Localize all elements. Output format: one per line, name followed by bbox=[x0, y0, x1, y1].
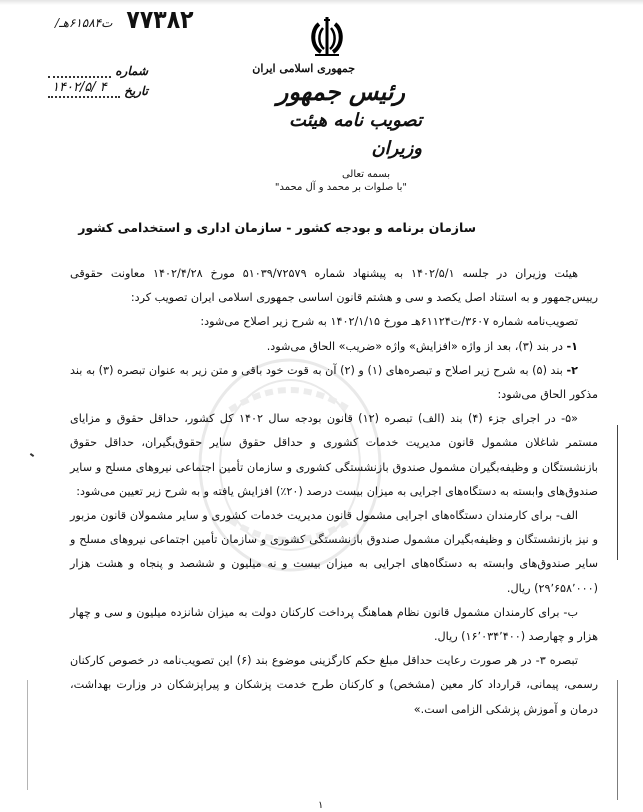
document-meta bbox=[48, 58, 148, 98]
item-1 bbox=[70, 335, 598, 359]
serial-number: ۷۷۳۸۲ bbox=[126, 6, 194, 35]
letterhead bbox=[250, 62, 450, 193]
intro-paragraph: هیئت وزیران در جلسه ۱۴۰۲/۵/۱ به پیشنهاد شماره ۵۱۰۳۹/۷۲۵۷۹ مورخ ۱۴۰۲/۴/۲۸ معاونت حقوقی رییس‌جمهور و به استناد اصل یکصد و سی و هشتم قانون اساسی جمهوری اسلامی ایران تصویب کرد: bbox=[70, 267, 598, 305]
date-label: تاریخ bbox=[124, 84, 148, 98]
scan-margin-line-right-1 bbox=[617, 425, 618, 560]
item-2-number: ۲- bbox=[566, 363, 579, 377]
scan-margin-line-left bbox=[27, 680, 28, 790]
amendment-intro: تصویب‌نامه شماره ۳۶۰۷/ت۶۱۱۲۴هـ مورخ ۱۴۰۲/۱/۱۵ به شرح زیر اصلاح می‌شود: bbox=[200, 315, 578, 329]
clause-5: «۵- در اجرای جزء (۴) بند (الف) تبصره (۱۲) قانون بودجه سال ۱۴۰۲ کل کشور، حداقل حقوق و مزایای مستمر شاغلان مشمول قانون مدیریت خدمات کشوری و حداقل حقوق سایر حقوق‌بگیران، حداقل حقوق بازنشستگان و وظیفه‌بگیران مشمول صندوق بازنشستگی کشوری و سازمان تأمین اجتماعی نیروهای مسلح و سایر صندوق‌های وابسته به دستگاه‌های اجرایی به میزان بیست درصد (۲۰٪) افزایش یافته و به شرح زیر تعیین می‌شود: bbox=[70, 412, 598, 498]
date-row bbox=[48, 78, 148, 98]
number-row bbox=[48, 58, 148, 78]
cabinet-resolution-title: تصویب نامه هیئت وزیران bbox=[289, 110, 422, 159]
recipients-line: سازمان برنامه و بودجه کشور - سازمان اداری و استخدامی کشور bbox=[78, 220, 476, 235]
scan-speck bbox=[30, 453, 34, 457]
date-value: ۱۴۰۲/۵/ ۴ bbox=[52, 80, 107, 95]
scan-top-edge bbox=[0, 0, 643, 5]
reference-code: /ت۶۱۵۸۴هـ bbox=[55, 16, 113, 30]
clause-alef: الف- برای کارمندان دستگاه‌های اجرایی مشمول قانون مدیریت خدمات کشوری و سایر مشمولان قانون مزبور و نیز بازنشستگان و وظیفه‌بگیران مشمول صندوق بازنشستگی کشوری و سازمان تأمین اجتماعی نیروهای مسلح و سایر صندوق‌های وابسته به دستگاه‌های اجرایی به میزان بیست و نه میلیون و ششصد و پنجاه و هشت هزار (۲۹٬۶۵۸٬۰۰۰) ریال. bbox=[70, 509, 598, 595]
item-2 bbox=[70, 359, 598, 407]
page-number: ۱ bbox=[318, 800, 324, 811]
number-dotted-line bbox=[48, 63, 111, 78]
note-3: تبصره ۳- در هر صورت رعایت حداقل مبلغ حکم کارگزینی موضوع بند (۶) این تصویب‌نامه در خصوص کارکنان رسمی، پیمانی، قرارداد کار معین (مشخص) و کارکنان طرح خدمت پزشکان و پیراپزشکان در وزارت بهداشت، درمان و آموزش پزشکی الزامی است.» bbox=[70, 654, 598, 716]
salawat: "با صلوات بر محمد و آل محمد" bbox=[274, 182, 407, 193]
iran-emblem-icon bbox=[305, 14, 349, 60]
president-title: رئیس جمهور bbox=[276, 77, 405, 106]
clause-be: ب- برای کارمندان مشمول قانون نظام هماهنگ پرداخت کارکنان دولت به میزان شانزده میلیون و سی و چهار هزار و چهارصد (۱۶٬۰۳۴٬۴۰۰) ریال. bbox=[70, 605, 598, 644]
serial-stamp bbox=[55, 8, 194, 33]
item-1-number: ۱- bbox=[566, 339, 578, 353]
date-dotted-line bbox=[48, 80, 120, 98]
document-body bbox=[70, 262, 598, 722]
bismillah: بسمه تعالی bbox=[341, 169, 390, 180]
item-2-text: بند (۵) به شرح زیر اصلاح و تبصره‌های (۱) و (۲) آن به قوت خود باقی و متن زیر به عنوان تبصره (۳) به بند مذکور الحاق می‌شود: bbox=[70, 363, 598, 402]
country-name: جمهوری اسلامی ایران bbox=[252, 62, 355, 75]
scan-margin-line-right-2 bbox=[617, 680, 618, 800]
item-1-text: در بند (۳)، بعد از واژه «افزایش» واژه «ضریب» الحاق می‌شود. bbox=[266, 339, 563, 353]
number-label: شماره bbox=[115, 64, 148, 78]
